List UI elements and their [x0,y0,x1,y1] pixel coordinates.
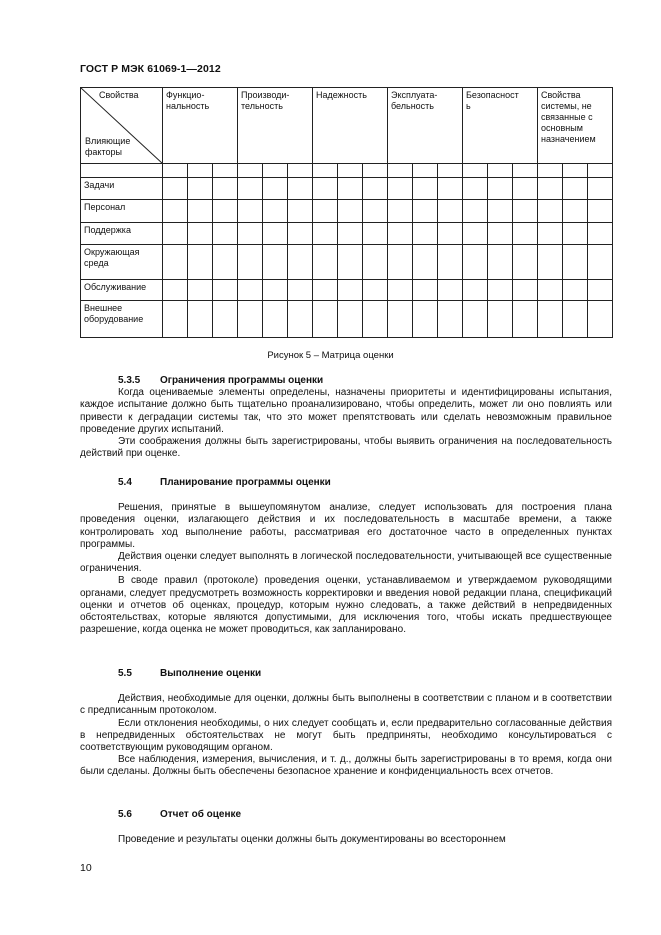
matrix-cell [488,245,513,280]
matrix-cell [513,200,538,223]
matrix-row-label: Внешнее оборудование [81,301,163,338]
matrix-cell [413,301,438,338]
matrix-cell [163,245,188,280]
matrix-cell [338,200,363,223]
matrix-cell [488,178,513,200]
matrix-cell [313,200,338,223]
section-5-4 [80,477,612,636]
matrix-cell [313,301,338,338]
matrix-empty-cell [163,164,188,178]
matrix-cell [513,301,538,338]
matrix-cell [363,178,388,200]
matrix-cell [238,301,263,338]
matrix-factor-row [81,280,613,301]
corner-bottom-label: Влияющие факторы [85,136,131,157]
matrix-cell [488,301,513,338]
matrix-empty-cell [563,164,588,178]
matrix-cell [588,200,613,223]
matrix-cell [513,245,538,280]
matrix-cell [563,245,588,280]
matrix-cell [438,223,463,245]
matrix-cell [213,200,238,223]
matrix-empty-cell [438,164,463,178]
matrix-empty-cell [313,164,338,178]
section-5-3-5 [80,375,612,460]
matrix-cell [588,223,613,245]
matrix-factor-row [81,178,613,200]
matrix-cell [388,223,413,245]
section-5-5 [80,668,612,779]
matrix-cell [288,301,313,338]
matrix-empty-cell [538,164,563,178]
matrix-cell [338,280,363,301]
matrix-cell [288,178,313,200]
matrix-cell [388,245,413,280]
paragraph: Действия оценки следует выполнять в логической последовательности, учитывающей все существенные ограничения. [80,551,612,575]
matrix-cell [188,178,213,200]
matrix-cell [538,223,563,245]
matrix-corner-cell [81,88,163,164]
matrix-cell [188,245,213,280]
matrix-strip-row [81,164,613,178]
matrix-empty-cell [213,164,238,178]
matrix-cell [513,178,538,200]
matrix-cell [288,223,313,245]
matrix-factor-row [81,301,613,338]
matrix-cell [363,200,388,223]
paragraph: Если отклонения необходимы, о них следует сообщать и, если предварительно согласованные действия в непредвиденных обстоятельствах не могут быть предприняты, необходимо консультироваться с соответствующим руководящим органом. [80,717,612,754]
matrix-empty-cell [388,164,413,178]
matrix-cell [563,178,588,200]
matrix-cell [438,178,463,200]
matrix-column-header: Безопасност ь [463,88,538,164]
matrix-cell [288,245,313,280]
matrix-cell [538,245,563,280]
matrix-cell [538,178,563,200]
matrix-cell [313,245,338,280]
matrix-empty-cell [188,164,213,178]
matrix-empty-cell [263,164,288,178]
matrix-cell [263,178,288,200]
matrix-cell [338,178,363,200]
matrix-cell [263,200,288,223]
matrix-cell [413,178,438,200]
matrix-cell [413,200,438,223]
matrix-cell [463,223,488,245]
matrix-cell [463,280,488,301]
matrix-cell [313,223,338,245]
paragraph: Эти соображения должны быть зарегистрированы, чтобы выявить ограничения на последовательность действий при оценке. [80,436,612,460]
matrix-cell [463,301,488,338]
matrix-cell [463,245,488,280]
matrix-cell [363,301,388,338]
matrix-cell [238,280,263,301]
matrix-cell [238,200,263,223]
matrix-cell [363,280,388,301]
matrix-cell [488,223,513,245]
matrix-cell [313,280,338,301]
matrix-cell [188,223,213,245]
matrix-cell [438,245,463,280]
matrix-cell [213,301,238,338]
matrix-cell [238,245,263,280]
matrix-cell [288,280,313,301]
matrix-cell [163,280,188,301]
matrix-factor-row [81,223,613,245]
matrix-cell [463,200,488,223]
matrix-cell [313,178,338,200]
matrix-cell [513,280,538,301]
matrix-cell [538,200,563,223]
matrix-column-header: Производи- тельность [238,88,313,164]
matrix-column-header: Свойства системы, не связанные с основным назначением [538,88,613,164]
paragraph: Проведение и результаты оценки должны быть документированы во всестороннем [118,834,506,846]
matrix-cell [388,280,413,301]
matrix-cell [438,200,463,223]
paragraph: В своде правил (протоколе) проведения оценки, устанавливаемом и утверждаемом руководящими органами, следует предусмотреть возможность корректировки и введения новой редакции плана, спецификаций оценки и отчетов об оценках, процедур, которым нужно следовать, а также действий в непредвиденных обстоятельствах, которые являются допустимыми, для исключения того, чтобы искать предшествующее разрешение, когда оценка не может проводиться, как запланировано. [80,575,612,636]
matrix-row-label: Задачи [81,178,163,200]
matrix-cell [513,223,538,245]
matrix-empty-cell [488,164,513,178]
matrix-cell [563,200,588,223]
matrix-row-label: Персонал [81,200,163,223]
matrix-cell [263,301,288,338]
matrix-empty-cell [288,164,313,178]
matrix-cell [263,223,288,245]
matrix-empty-cell [238,164,263,178]
paragraph: Решения, принятые в вышеупомянутом анализе, следует использовать для построения плана проведения оценки, излагающего действия и их последовательность в масштабе времени, а также контролировать ход выполнение работы, рассматривая его достаточное часто в определенных пунктах программы. [80,502,612,550]
matrix-cell [488,280,513,301]
matrix-cell [538,280,563,301]
matrix-factor-row [81,200,613,223]
matrix-cell [563,280,588,301]
matrix-column-header: Эксплуата- бельность [388,88,463,164]
matrix-cell [588,245,613,280]
matrix-cell [213,280,238,301]
matrix-row-label: Окружающая среда [81,245,163,280]
section-heading: 5.4 Планирование программы оценки [118,477,331,488]
matrix-cell [438,301,463,338]
matrix-row-label: Поддержка [81,223,163,245]
matrix-cell [538,301,563,338]
paragraph: Действия, необходимые для оценки, должны быть выполнены в соответствии с планом и в соответствии с предписанным протоколом. [80,693,612,717]
paragraph: Когда оцениваемые элементы определены, назначены приоритеты и идентифицированы испытания, каждое испытание должно быть тщательно проанализировано, чтобы определить, может ли оно повлиять или привести к деградации системы так, что это может препятствовать или сделать невозможным правильное проведение других испытаний. [80,387,612,435]
matrix-header-row [81,88,613,164]
matrix-cell [588,301,613,338]
matrix-cell [363,223,388,245]
matrix-empty-cell [463,164,488,178]
matrix-cell [463,178,488,200]
matrix-cell [288,200,313,223]
matrix-cell [213,178,238,200]
corner-top-label: Свойства [99,90,139,100]
matrix-column-header: Функцио- нальность [163,88,238,164]
matrix-cell [413,223,438,245]
paragraph: Все наблюдения, измерения, вычисления, и т. д., должны быть зарегистрированы в то время, когда они были сделаны. Должны быть обеспечены безопасное хранение и конфиденциальность всех отчетов. [80,754,612,778]
figure-caption: Рисунок 5 – Матрица оценки [267,350,394,361]
document-header: ГОСТ Р МЭК 61069-1—2012 [80,63,221,75]
matrix-cell [238,223,263,245]
matrix-cell [263,245,288,280]
matrix-cell [363,245,388,280]
matrix-factor-row [81,245,613,280]
section-heading: 5.3.5 Ограничения программы оценки [118,375,324,386]
matrix-cell [588,178,613,200]
matrix-cell [163,178,188,200]
matrix-cell [338,223,363,245]
matrix-empty-cell [513,164,538,178]
matrix-cell [188,280,213,301]
matrix-cell [413,245,438,280]
matrix-row-label: Обслуживание [81,280,163,301]
matrix-cell [388,178,413,200]
matrix-cell [188,200,213,223]
matrix-empty-cell [338,164,363,178]
matrix-empty-cell [81,164,163,178]
matrix-cell [263,280,288,301]
matrix-cell [388,301,413,338]
matrix-column-header: Надежность [313,88,388,164]
matrix-cell [163,200,188,223]
section-heading: 5.6 Отчет об оценке [118,809,242,820]
page-number: 10 [80,862,92,874]
matrix-cell [488,200,513,223]
section-heading: 5.5 Выполнение оценки [118,668,262,679]
matrix-cell [413,280,438,301]
matrix-empty-cell [413,164,438,178]
matrix-empty-cell [588,164,613,178]
section-5-6 [80,809,612,846]
matrix-empty-cell [363,164,388,178]
evaluation-matrix [80,87,613,338]
matrix-cell [388,200,413,223]
matrix-cell [338,301,363,338]
matrix-cell [563,223,588,245]
matrix-cell [563,301,588,338]
matrix-cell [438,280,463,301]
matrix-cell [213,223,238,245]
matrix-cell [163,301,188,338]
matrix-cell [338,245,363,280]
matrix-cell [238,178,263,200]
matrix-cell [163,223,188,245]
matrix-cell [188,301,213,338]
matrix-cell [588,280,613,301]
matrix-cell [213,245,238,280]
